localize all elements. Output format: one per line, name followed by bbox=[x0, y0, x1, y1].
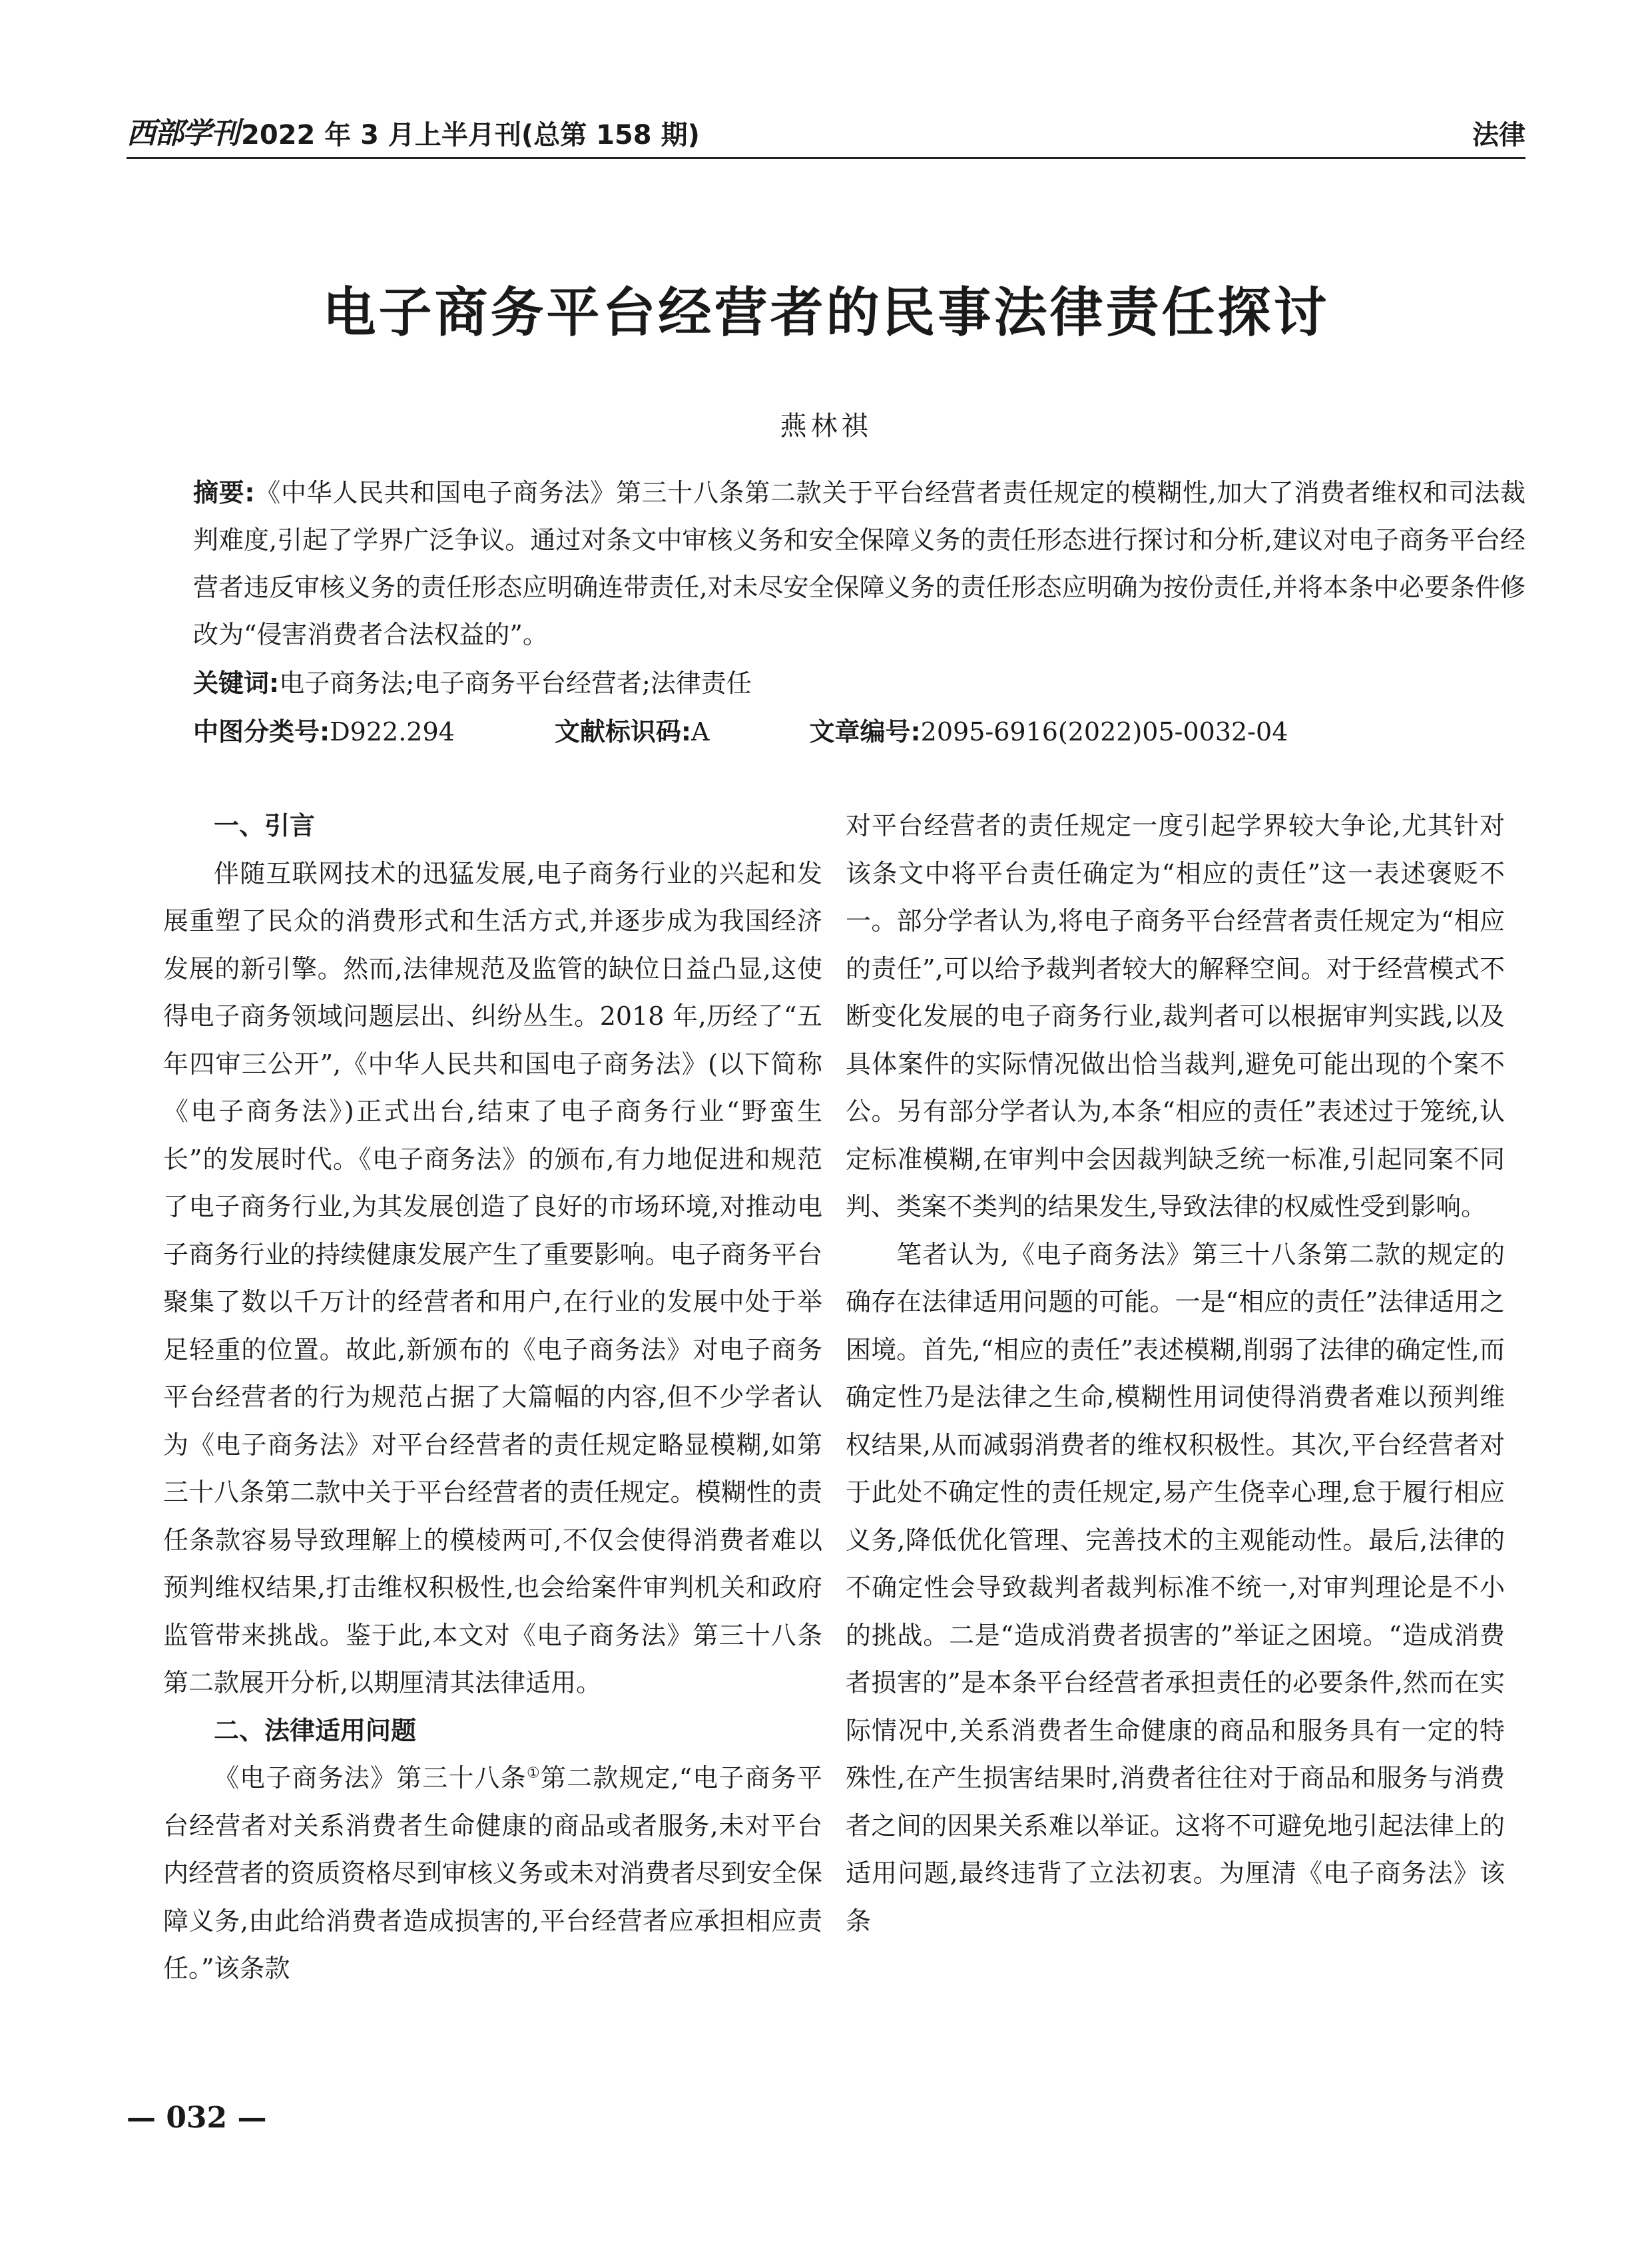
running-header bbox=[127, 112, 1525, 152]
left-column bbox=[163, 802, 822, 1993]
clc-number bbox=[193, 711, 455, 748]
section-label: 法律 bbox=[1472, 120, 1525, 150]
header-left bbox=[127, 109, 700, 152]
author-name: 燕林祺 bbox=[780, 411, 872, 441]
article-value: 2095-6916(2022)05-0032-04 bbox=[920, 717, 1288, 746]
right-column bbox=[846, 802, 1505, 1945]
document-code bbox=[555, 711, 710, 748]
page-number: — 032 — bbox=[127, 2101, 267, 2135]
issue-info: 2022 年 3 月上半月刊(总第 158 期) bbox=[241, 120, 700, 150]
article-title: 电子商务平台经营者的民事法律责任探讨 bbox=[322, 282, 1330, 344]
abstract-text: 《中华人民共和国电子商务法》第三十八条第二款关于平台经营者责任规定的模糊性,加大了消费者维权和司法裁判难度,引起了学界广泛争议。通过对条文中审核义务和安全保障义务的责任形态进行探讨和分析,建议对电子商务平台经营者违反审核义务的责任形态应明确连带责任,对未尽安全保障义务的责任形态应明确为按份责任,并将本条中必要条件修改为“侵害消费者合法权益的”。 bbox=[193, 478, 1525, 649]
keywords bbox=[193, 663, 752, 699]
paragraph-article38 bbox=[163, 1755, 822, 1993]
section-heading-intro: 一、引言 bbox=[214, 811, 316, 840]
section-heading-legal-issues: 二、法律适用问题 bbox=[214, 1715, 417, 1745]
paragraph-continued: 对平台经营者的责任规定一度引起学界较大争论,尤其针对该条文中将平台责任确定为“相应的责任”这一表述褒贬不一。部分学者认为,将电子商务平台经营者责任规定为“相应的责任”,可以给予裁判者较大的解释空间。对于经营模式不断变化发展的电子商务行业,裁判者可以根据审判实践,以及具体案件的实际情况做出恰当裁判,避免可能出现的个案不公。另有部分学者认为,本条“相应的责任”表述过于笼统,认定标准模糊,在审判中会因裁判缺乏统一标准,引起同案不同判、类案不类判的结果发生,导致法律的权威性受到影响。 bbox=[846, 811, 1505, 1221]
article-label: 文章编号: bbox=[809, 717, 921, 746]
header-rule bbox=[127, 157, 1525, 159]
article-number bbox=[809, 711, 1288, 748]
paragraph-intro: 伴随互联网技术的迅猛发展,电子商务行业的兴起和发展重塑了民众的消费形式和生活方式,并逐步成为我国经济发展的新引擎。然而,法律规范及监管的缺位日益凸显,这使得电子商务领域问题层出、纠纷丛生。2018 年,历经了“五年四审三公开”,《中华人民共和国电子商务法》(以下简称《电子商务法》)正式出台,结束了电子商务行业“野蛮生长”的发展时代。《电子商务法》的颁布,有力地促进和规范了电子商务行业,为其发展创造了良好的市场环境,对推动电子商务行业的持续健康发展产生了重要影响。电子商务平台聚集了数以千万计的经营者和用户,在行业的发展中处于举足轻重的位置。故此,新颁布的《电子商务法》对电子商务平台经营者的行为规范占据了大篇幅的内容,但不少学者认为《电子商务法》对平台经营者的责任规定略显模糊,如第三十八条第二款中关于平台经营者的责任规定。模糊性的责任条款容易导致理解上的模棱两可,不仅会使得消费者难以预判维权结果,打击维权积极性,也会给案件审判机关和政府监管带来挑战。鉴于此,本文对《电子商务法》第三十八条第二款展开分析,以期厘清其法律适用。 bbox=[163, 858, 822, 1697]
paragraph-article38-a: 《电子商务法》第三十八条 bbox=[214, 1763, 527, 1793]
abstract bbox=[193, 469, 1525, 659]
classification-line bbox=[193, 711, 1525, 748]
keywords-label: 关键词: bbox=[193, 669, 280, 698]
footnote-marker: ① bbox=[526, 1765, 541, 1782]
abstract-label: 摘要: bbox=[193, 478, 255, 507]
clc-label: 中图分类号: bbox=[193, 717, 330, 746]
keywords-text: 电子商务法;电子商务平台经营者;法律责任 bbox=[279, 669, 752, 698]
clc-value: D922.294 bbox=[330, 717, 455, 746]
paragraph-article38-b: 第二款规定,“电子商务平台经营者对关系消费者生命健康的商品或者服务,未对平台内经营者的资质资格尽到审核义务或未对消费者尽到安全保障义务,由此给消费者造成损害的,平台经营者应承担相应责任。”该条款 bbox=[163, 1763, 822, 1983]
paragraph-author-view: 笔者认为,《电子商务法》第三十八条第二款的规定的确存在法律适用问题的可能。一是“相应的责任”法律适用之困境。首先,“相应的责任”表述模糊,削弱了法律的确定性,而确定性乃是法律之生命,模糊性用词使得消费者难以预判维权结果,从而减弱消费者的维权积极性。其次,平台经营者对于此处不确定性的责任规定,易产生侥幸心理,怠于履行相应义务,降低优化管理、完善技术的主观能动性。最后,法律的不确定性会导致裁判者裁判标准不统一,对审判理论是不小的挑战。二是“造成消费者损害的”举证之困境。“造成消费者损害的”是本条平台经营者承担责任的必要条件,然而在实际情况中,关系消费者生命健康的商品和服务具有一定的特殊性,在产生损害结果时,消费者往往对于商品和服务与消费者之间的因果关系难以举证。这将不可避免地引起法律上的适用问题,最终违背了立法初衷。为厘清《电子商务法》该条 bbox=[846, 1239, 1505, 1936]
doc-value: A bbox=[691, 717, 710, 746]
journal-logo: 西部学刊 bbox=[127, 117, 238, 150]
doc-label: 文献标识码: bbox=[554, 717, 692, 746]
